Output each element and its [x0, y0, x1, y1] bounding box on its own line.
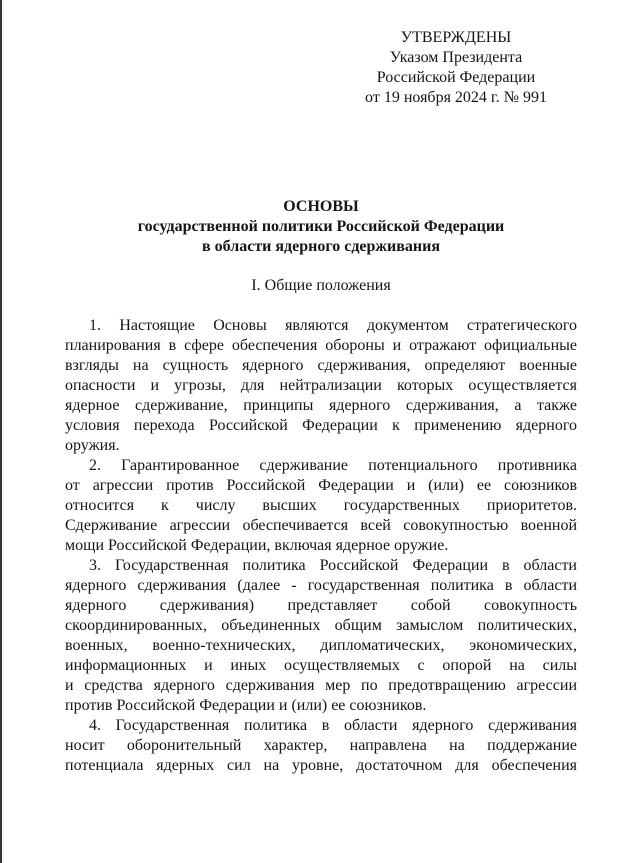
approval-line: Указом Президента — [389, 49, 523, 66]
approval-line: от 19 ноября 2024 г. № 991 — [365, 89, 547, 106]
text-line: Сдерживание агрессии обеспечивается всей совокупностью военной — [65, 517, 577, 534]
text-line: ядерного сдерживания) представляет собой совокупность — [65, 597, 577, 614]
text-line: и средства ядерного сдерживания мер по предотвращению агрессии — [65, 677, 577, 694]
text-line: мощи Российской Федерации, включая ядерное оружие. — [65, 537, 449, 554]
text-line: относится к числу высших государственных приоритетов. — [65, 497, 577, 514]
text-line: потенциала ядерных сил на уровне, достаточном для обеспечения — [65, 757, 577, 774]
text-line: носит оборонительный характер, направлена на поддержание — [65, 737, 577, 754]
document-title — [65, 197, 577, 257]
text-line: условия перехода Российской Федерации к применению ядерного — [65, 417, 577, 434]
text-line: ядерное сдерживание, принципы ядерного сдерживания, а также — [65, 397, 577, 414]
text-line: ядерного сдерживания (далее - государственная политика в области — [65, 577, 577, 594]
document-body — [65, 316, 577, 776]
text-line: скоординированных, объединенных общим замыслом политических, — [65, 617, 577, 634]
text-line: информационных и иных осуществляемых с опорой на силы — [65, 657, 577, 674]
text-line: оружия. — [65, 437, 120, 454]
document-title-line: ОСНОВЫ — [283, 198, 359, 215]
text-line: от агрессии против Российской Федерации и (или) ее союзников — [65, 477, 577, 494]
text-line: опасности и угрозы, для нейтрализации которых осуществляется — [65, 377, 577, 394]
text-line: 3. Государственная политика Российской Федерации в области — [89, 557, 577, 574]
text-line: взгляды на сущность ядерного сдерживания, определяют военные — [65, 357, 577, 374]
text-line: 4. Государственная политика в области ядерного сдерживания — [89, 717, 577, 734]
text-line: 1. Настоящие Основы являются документом стратегического — [89, 317, 577, 334]
text-line: 2. Гарантированное сдерживание потенциального противника — [89, 457, 577, 474]
section-heading: I. Общие положения — [251, 277, 391, 294]
text-line: военных, военно-технических, дипломатических, экономических, — [65, 637, 577, 654]
text-line: планирования в сфере обеспечения обороны и отражают официальные — [65, 337, 577, 354]
document-title-line: в области ядерного сдерживания — [202, 238, 440, 255]
approval-line: УТВЕРЖДЕНЫ — [400, 29, 512, 46]
approval-block — [344, 28, 568, 108]
approval-line: Российской Федерации — [376, 69, 536, 86]
document-title-line: государственной политики Российской Федерации — [137, 218, 505, 235]
text-line: против Российской Федерации и (или) ее союзников. — [65, 697, 427, 714]
